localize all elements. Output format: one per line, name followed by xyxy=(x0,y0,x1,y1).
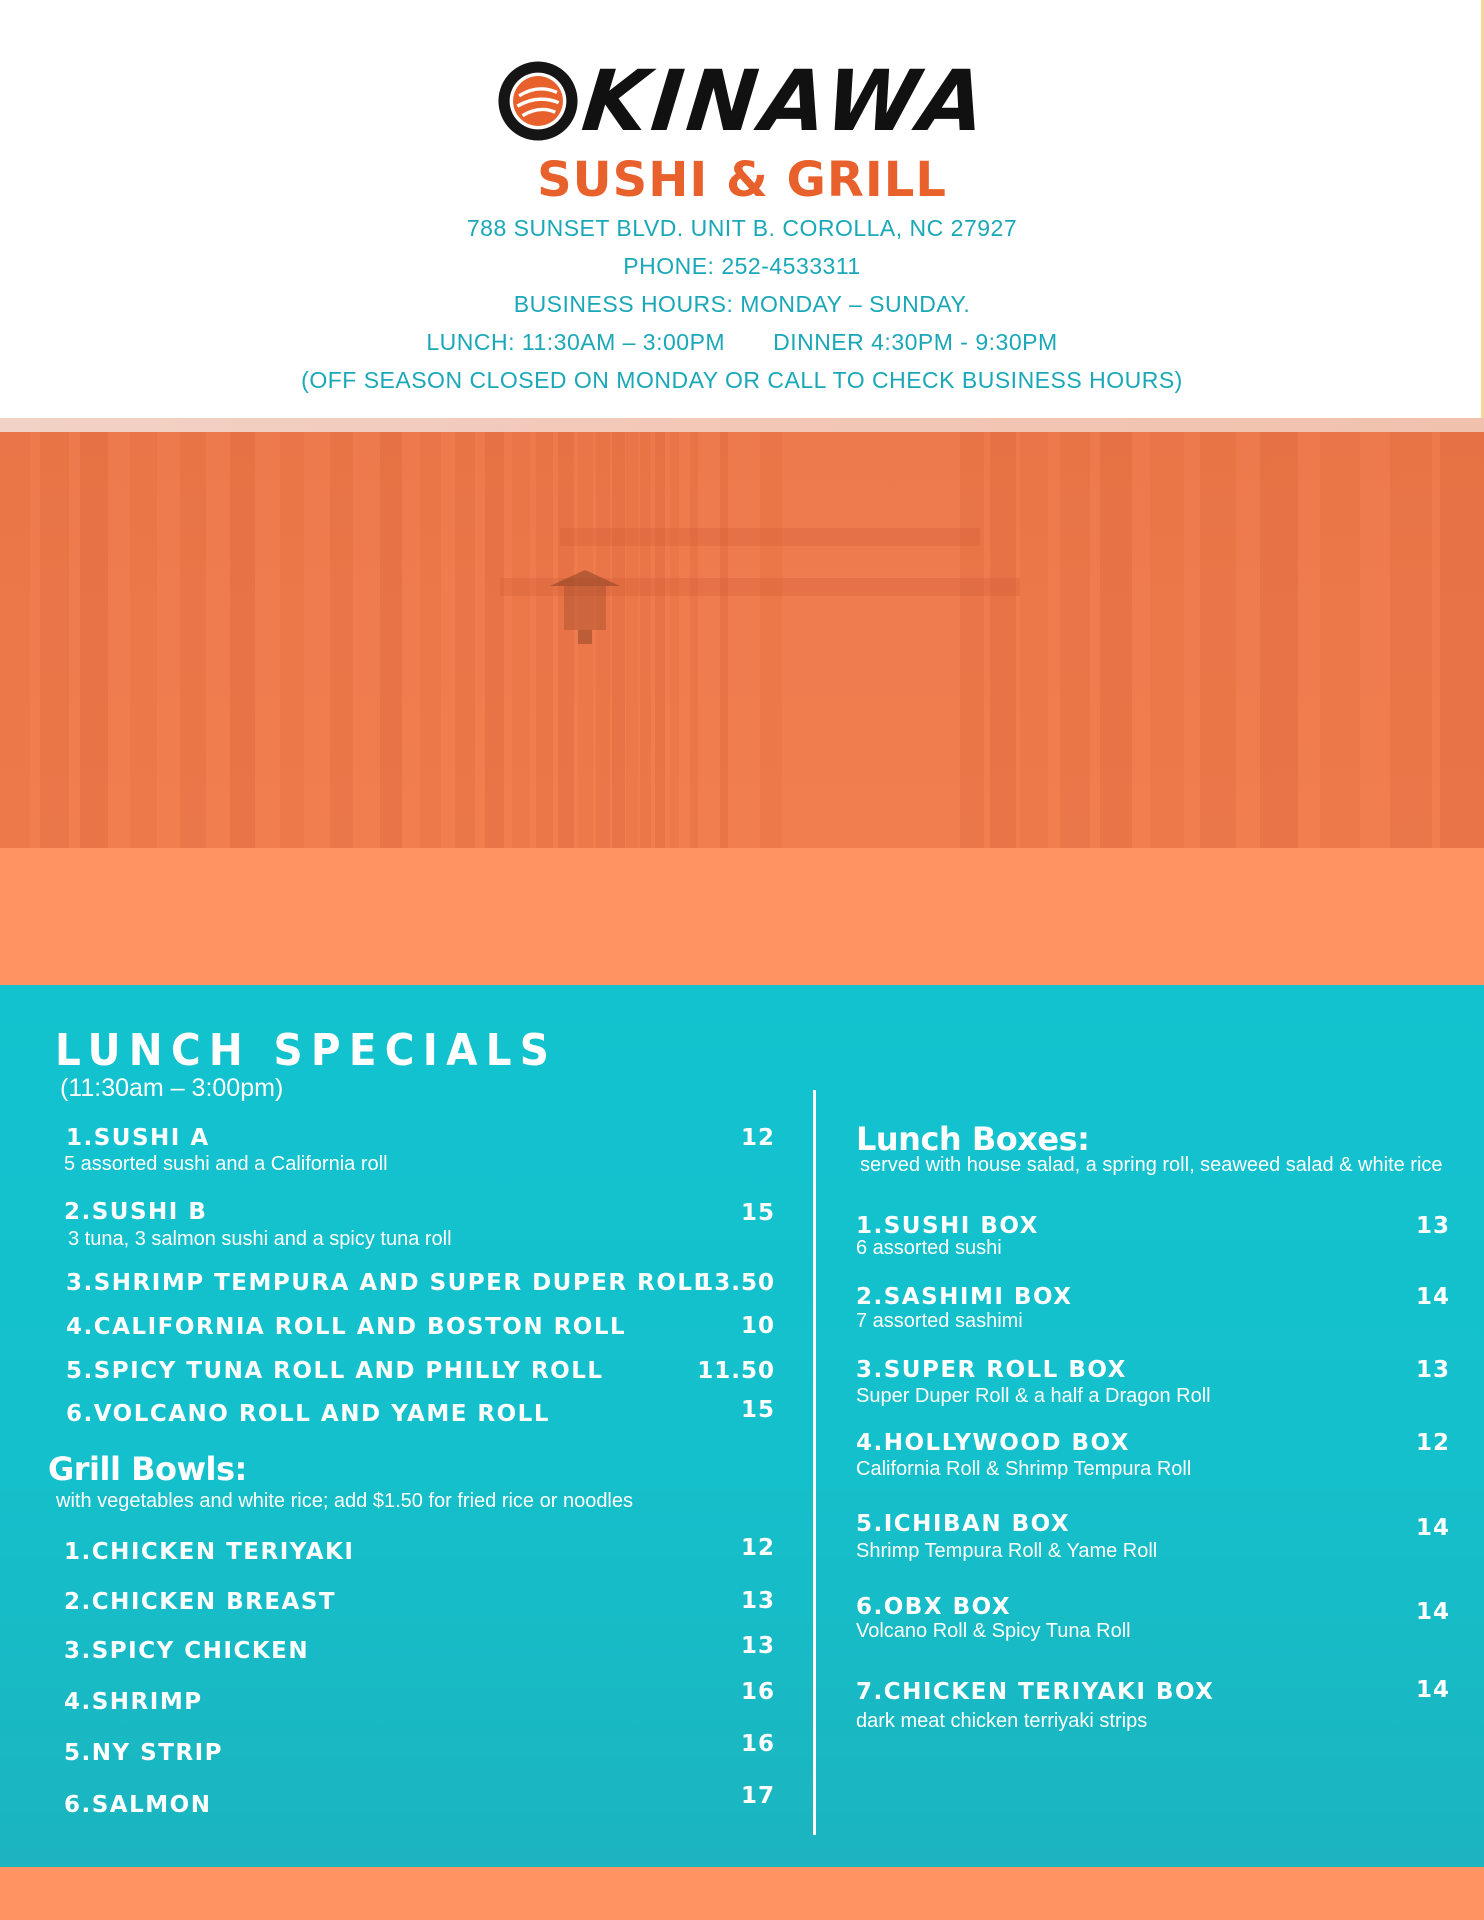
gate-pillar xyxy=(1100,432,1132,848)
header xyxy=(0,0,1484,418)
lunch-box-price: 14 xyxy=(1415,1677,1450,1703)
lunch-hours: LUNCH: 11:30AM – 3:00PM xyxy=(426,329,726,355)
lunch-box-name: 7.CHICKEN TERIYAKI BOX xyxy=(856,1679,1215,1705)
lunch-box-price: 14 xyxy=(1415,1515,1450,1541)
lunch-special-desc: 3 tuna, 3 salmon sushi and a spicy tuna roll xyxy=(68,1228,452,1250)
off-season-note: (OFF SEASON CLOSED ON MONDAY OR CALL TO CHECK BUSINESS HOURS) xyxy=(301,367,1183,393)
gate-pillar xyxy=(1200,432,1236,848)
gate-pillar xyxy=(420,432,441,848)
gate-pillar xyxy=(455,432,475,848)
lunch-box-name: 5.ICHIBAN BOX xyxy=(856,1511,1071,1537)
lunch-special-price: 13.50 xyxy=(697,1270,775,1296)
lunch-box-desc: Shrimp Tempura Roll & Yame Roll xyxy=(856,1540,1158,1562)
lunch-box-price: 13 xyxy=(1415,1213,1450,1239)
gate-pillar xyxy=(640,432,651,848)
gate-pillar xyxy=(1320,432,1360,848)
gate-pillar xyxy=(655,432,665,848)
lunch-specials-subtitle: (11:30am – 3:00pm) xyxy=(60,1074,284,1102)
grill-bowl-name: 3.SPICY CHICKEN xyxy=(64,1638,310,1664)
gate-beam xyxy=(560,528,980,546)
lunch-special-name: 4.CALIFORNIA ROLL AND BOSTON ROLL xyxy=(66,1314,627,1340)
gate-pillar xyxy=(130,432,157,848)
lunch-box-desc: dark meat chicken terriyaki strips xyxy=(856,1710,1148,1732)
gate-pillar xyxy=(1060,432,1090,848)
gate-pillar xyxy=(280,432,304,848)
lunch-special-price: 15 xyxy=(740,1397,775,1423)
lunch-special-name: 1.SUSHI A xyxy=(66,1125,210,1151)
lunch-box-price: 14 xyxy=(1415,1599,1450,1625)
orange-band xyxy=(0,848,1484,985)
lunch-box-price: 14 xyxy=(1415,1284,1450,1310)
gate-pillar xyxy=(485,432,504,848)
gate-pillar xyxy=(960,432,984,848)
grill-bowl-name: 4.SHRIMP xyxy=(64,1689,203,1715)
gate-pillar xyxy=(0,432,30,848)
lunch-box-desc: 7 assorted sashimi xyxy=(856,1310,1023,1332)
gate-pillar xyxy=(1260,432,1298,848)
lunch-special-desc: 5 assorted sushi and a California roll xyxy=(64,1153,388,1175)
lunch-specials-title: LUNCH SPECIALS xyxy=(55,1025,558,1076)
bottom-orange-band xyxy=(0,1867,1484,1920)
grill-bowl-price: 17 xyxy=(740,1783,775,1809)
lunch-box-price: 13 xyxy=(1415,1357,1450,1383)
grill-bowl-price: 16 xyxy=(740,1731,775,1757)
lunch-box-desc: Super Duper Roll & a half a Dragon Roll xyxy=(856,1385,1211,1407)
gate-pillar xyxy=(1390,432,1432,848)
gate-pillar xyxy=(230,432,255,848)
lunch-box-price: 12 xyxy=(1415,1430,1450,1456)
lunch-boxes-title: Lunch Boxes: xyxy=(856,1120,1090,1158)
lunch-box-name: 3.SUPER ROLL BOX xyxy=(856,1357,1127,1383)
lunch-special-name: 3.SHRIMP TEMPURA AND SUPER DUPER ROLL xyxy=(66,1270,710,1296)
gate-pillar xyxy=(990,432,1016,848)
gate-pillar xyxy=(512,432,530,848)
gate-pillar xyxy=(670,432,679,848)
photo-top-strip xyxy=(0,418,1484,432)
business-hours: BUSINESS HOURS: MONDAY – SUNDAY. xyxy=(513,291,971,317)
gate-pillar xyxy=(180,432,206,848)
grill-bowl-price: 13 xyxy=(740,1633,775,1659)
grill-bowl-price: 12 xyxy=(740,1535,775,1561)
gate-pillar xyxy=(40,432,69,848)
gate-pillar xyxy=(720,432,728,848)
torii-gate-photo xyxy=(0,418,1484,848)
gate-pillar xyxy=(1020,432,1048,848)
gate-pillar xyxy=(330,432,353,848)
lunch-special-name: 5.SPICY TUNA ROLL AND PHILLY ROLL xyxy=(66,1358,604,1384)
logo-text: KINAWA xyxy=(577,52,995,150)
lunch-special-name: 6.VOLCANO ROLL AND YAME ROLL xyxy=(66,1401,550,1427)
lunch-box-desc: Volcano Roll & Spicy Tuna Roll xyxy=(856,1620,1131,1642)
lunch-box-name: 4.HOLLYWOOD BOX xyxy=(856,1430,1130,1456)
grill-bowls-desc: with vegetables and white rice; add $1.50 for fried rice or noodles xyxy=(56,1490,634,1512)
sushi-roll-icon xyxy=(495,58,581,144)
lunch-box-name: 6.OBX BOX xyxy=(856,1594,1012,1620)
grill-bowl-name: 6.SALMON xyxy=(64,1792,212,1818)
lunch-special-price: 12 xyxy=(740,1125,775,1151)
dinner-hours: DINNER 4:30PM - 9:30PM xyxy=(773,329,1058,355)
lunch-box-name: 1.SUSHI BOX xyxy=(856,1213,1039,1239)
grill-bowls-title: Grill Bowls: xyxy=(48,1450,247,1488)
lunch-special-name: 2.SUSHI B xyxy=(64,1199,208,1225)
gate-pillar xyxy=(80,432,108,848)
logo xyxy=(0,52,1484,208)
lunch-box-desc: 6 assorted sushi xyxy=(856,1237,1002,1259)
gate-pillar xyxy=(760,432,782,848)
lantern-icon xyxy=(540,568,630,648)
gate-pillar xyxy=(1150,432,1184,848)
gate-pillar xyxy=(1440,432,1484,848)
lunch-box-desc: California Roll & Shrimp Tempura Roll xyxy=(856,1458,1192,1480)
grill-bowl-name: 1.CHICKEN TERIYAKI xyxy=(64,1539,355,1565)
lunch-boxes-desc: served with house salad, a spring roll, seaweed salad & white rice xyxy=(860,1154,1443,1176)
address: 788 SUNSET BLVD. UNIT B. COROLLA, NC 27927 xyxy=(466,215,1018,241)
lunch-special-price: 11.50 xyxy=(697,1358,775,1384)
gate-pillar xyxy=(380,432,402,848)
column-divider xyxy=(813,1090,816,1835)
logo-subtitle: SUSHI & GRILL xyxy=(537,152,947,208)
hours-row xyxy=(0,329,1484,356)
grill-bowl-name: 5.NY STRIP xyxy=(64,1740,224,1766)
phone: PHONE: 252-4533311 xyxy=(623,253,861,279)
grill-bowl-name: 2.CHICKEN BREAST xyxy=(64,1589,337,1615)
grill-bowl-price: 13 xyxy=(740,1588,775,1614)
gate-pillar xyxy=(690,432,698,848)
lunch-special-price: 10 xyxy=(740,1313,775,1339)
lunch-box-name: 2.SASHIMI BOX xyxy=(856,1284,1073,1310)
grill-bowl-price: 16 xyxy=(740,1679,775,1705)
lunch-special-price: 15 xyxy=(740,1200,775,1226)
